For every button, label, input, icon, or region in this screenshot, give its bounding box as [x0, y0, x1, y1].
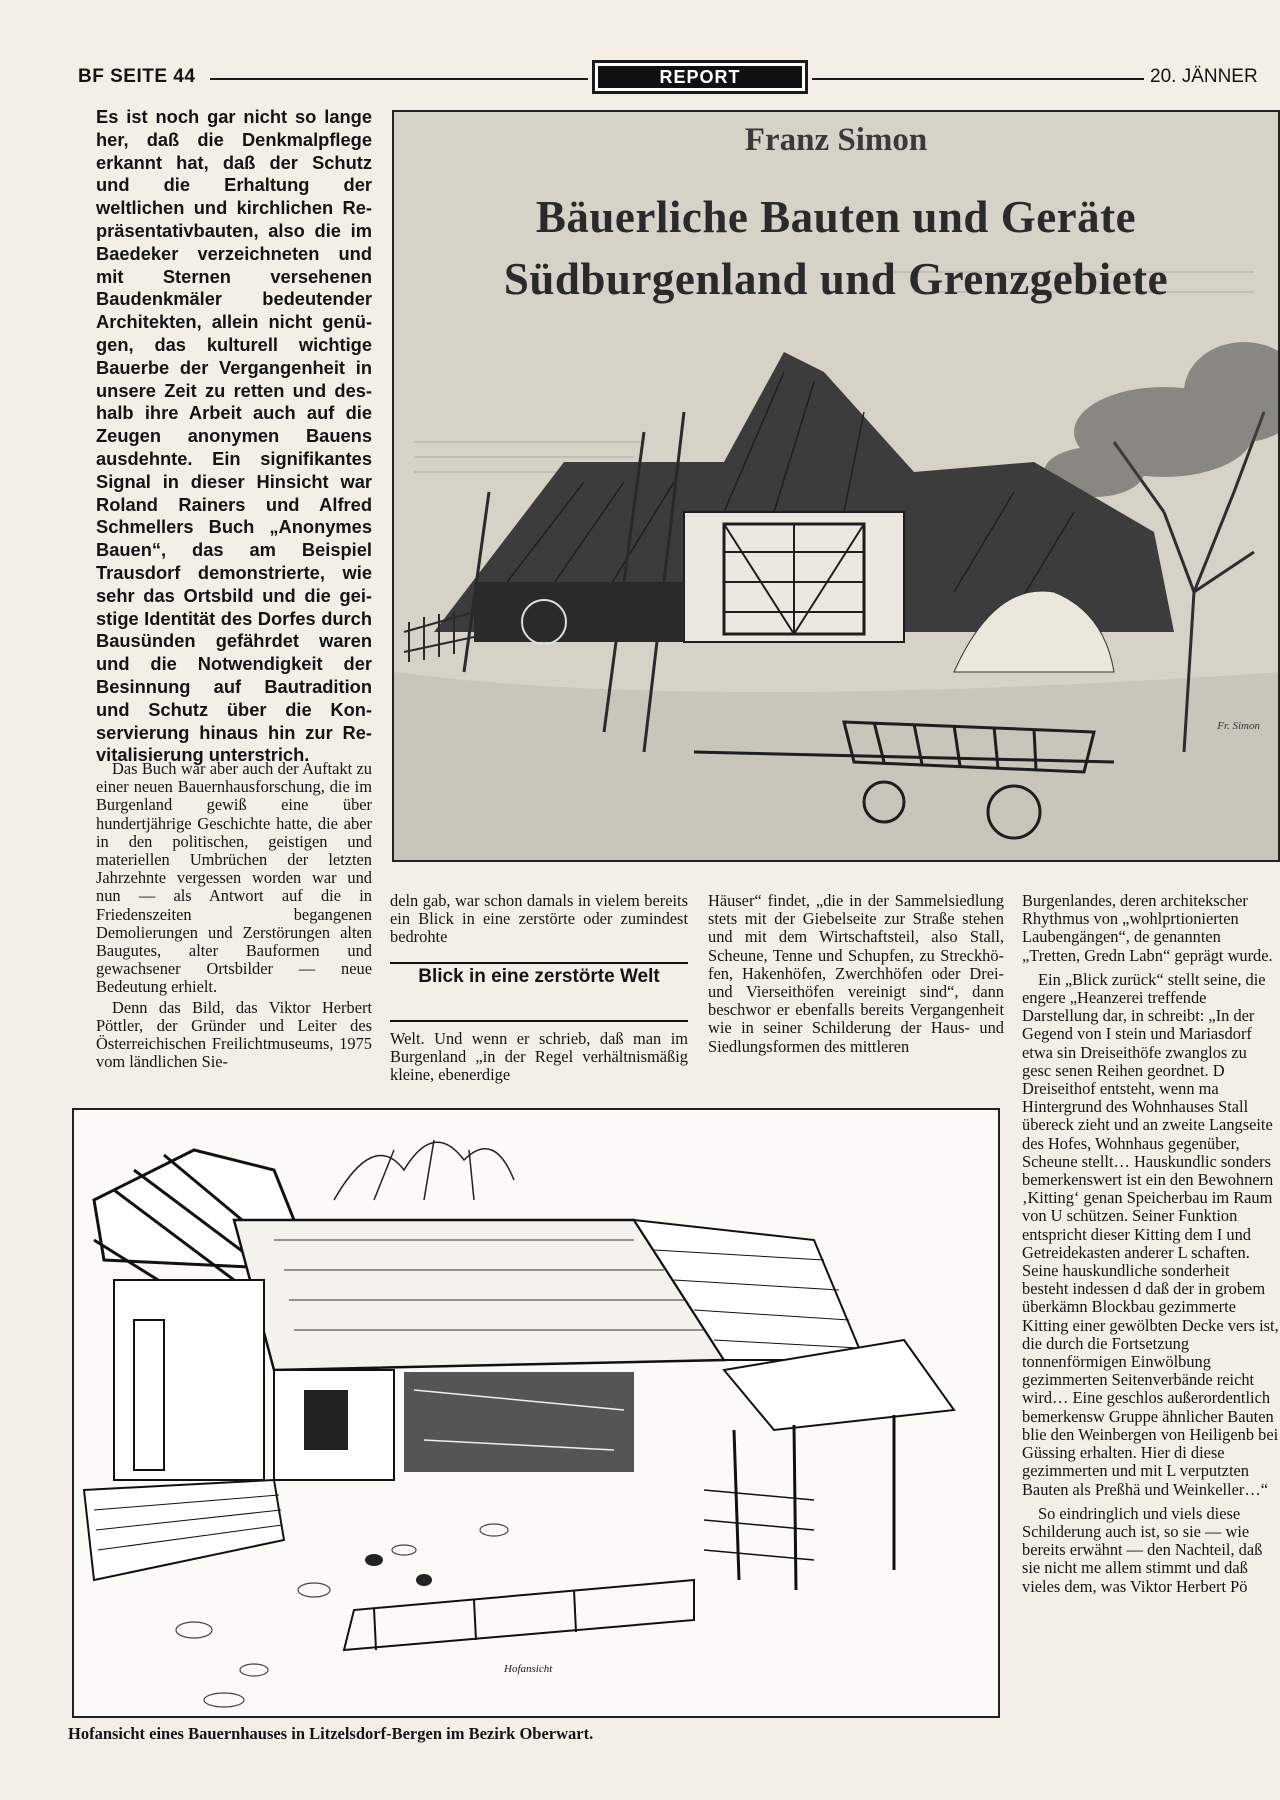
column-4-clip [1022, 892, 1280, 1800]
column-2-top [390, 892, 688, 947]
section-badge [592, 60, 808, 94]
subheading: Blick in eine zerstörte Welt [418, 966, 660, 987]
header-rule-left [210, 78, 588, 80]
column-2-paragraph: deln gab, war schon damals in vielem bereits ein Blick in eine zerstörte oder zumindest bedrohte [390, 891, 688, 947]
header-rule-right [812, 78, 1144, 80]
column-4 [1022, 892, 1280, 1596]
artist-signature: Fr. Simon [1217, 720, 1260, 732]
title-line: Bäuerliche Bauten und Geräte [535, 192, 1137, 242]
column-2-bottom [390, 1030, 688, 1085]
title-line: Südburgenland und Grenzgebiete [503, 254, 1169, 304]
issue-date: 20. JÄNNER [1150, 66, 1258, 87]
bottom-illustration [72, 1108, 1000, 1718]
top-illustration [392, 110, 1280, 862]
column-4-paragraph: Burgenlandes, deren architekscher Rhythmus von „wohlprtionierten Laubengängen“, de genannten „Tretten, Gredn Labn“ geprägt wurde. [1022, 892, 1273, 965]
author-name: Franz Simon [744, 122, 928, 158]
drawing-label: Hofansicht [504, 1663, 553, 1675]
heading-rule-top [390, 962, 688, 964]
heading-rule-bottom [390, 1020, 688, 1022]
column-1 [96, 760, 372, 1071]
column-4-paragraph: Ein „Blick zurück“ stellt seine, die engere „Heanzerei treffende Darstellung dar, in schreibt: „In der Gegend von I stein und Mariasdorf etwa sin Dreiseithöfe zwanglos zu gesc senen Reihen geordnet. D Dreiseithof entsteht, wenn ma Hintergrund des Wohnhauses Stall übereck zieht und an zweite Langseite des Hofes, Wohnhaus gegenüber, Scheune stellt… Hauskundlic sonders bemerkenswert ist ein den Bewohnern ‚Kitting‘ genan Speicherbau im Raum von U schützen. Seiner Funktion entspricht dieser Kitting dem I und Getreidekasten anderer L schaften. Seine hauskundliche sonderheit besteht indessen d daß der in grobem überkämn Blockbau gezimmerte Kitting einer gewölbten Decke vers ist, die durch die Fortsetzung tonnenförmigen Einwölbung gezimmerten Seitenverbände reicht wird… Eine geschlos außerordentlich bemerkensw Gruppe ähnlicher Bauten blie den Weinbergen von Heiligenb bei Güssing erhalten. Hier di diese gezimmerten und mit L verputzten Bauten als Preßhä und Weinkeller…“ [1022, 969, 1279, 1499]
farmyard-drawing [74, 1110, 1000, 1718]
illustration-title [394, 186, 1278, 310]
figure-caption: Hofansicht eines Bauernhauses in Litzelsdorf-Bergen im Bezirk Oberwart. [68, 1724, 594, 1743]
column-2-paragraph: Welt. Und wenn er schrieb, daß man im Burgenland „in der Regel verhältnismäßig kleine, ebenerdige [390, 1029, 688, 1085]
page-number: BF SEITE 44 [78, 66, 196, 87]
column-3-paragraph: Häuser“ findet, „die in der Sammelsiedlung stets mit der Giebelseite zur Straße stehen und mit dem Wirtschaftsteil, also Stall, Scheune, Tenne und Schupfen, zu Streckhöfen, Hakenhöfen, Zwerchhöfen oder Drei- und Vierseithöfen vereinigt sind“, dann beschwor er ebenfalls bereits Vergangenheit wie in seiner Schilderung der Haus- und Siedlungsformen des mittleren [708, 891, 1004, 1056]
column-4-paragraph: So eindringlich und viels diese Schilderung auch ist, so sie — wie bereits erwähnt — den Nachteil, daß sie nicht me allem stimmt und daß vieles dem, was Viktor Herbert Pö [1022, 1503, 1263, 1596]
lead-paragraph: Es ist noch gar nicht so lange her, daß die Denkmalpflege erkannt hat, daß der Schutz und die Erhaltung der weltlichen und kirchlichen Repräsentativbauten, also die im Baedeker verzeichneten und mit Sternen versehenen Baudenkmäler bedeutender Architekten, allein nicht genügen, das kulturell wichtige Bauerbe der Vergangenheit in unsere Zeit zu retten und deshalb ihre Arbeit auch auf die Zeugen anonymen Bauens ausdehnte. Ein signifikantes Signal in dieser Hinsicht war Roland Rainers und Alfred Schmellers Buch „Anonymes Bauen“, das am Beispiel Trausdorf demonstrierte, wie sehr das Ortsbild und die geistige Identität des Dorfes durch Bausünden gefährdet waren und die Notwendigkeit der Besinnung auf Bautradition und Schutz über die Konservierung hinaus hin zur Revitalisierung unterstrich. [96, 106, 372, 766]
section-label: REPORT [598, 66, 802, 88]
column-3 [708, 892, 1004, 1056]
column-1-paragraph: Das Buch war aber auch der Auftakt zu einer neuen Bauernhausforschung, die im Burgenland gewiß eine über hundertjährige Geschichte hatte, die aber in den politischen, geistigen und materiellen Umbrüchen der letzten Jahrzehnte vergessen worden war und nun — als Antwort auf die in Friedenszeiten begangenen Demolierungen und Zerstörungen alten Baugutes, alter Bauformen und gewachsener Ortsbilder — neue Bedeutung erhielt. [96, 759, 372, 997]
column-1-paragraph: Denn das Bild, das Viktor Herbert Pöttler, der Gründer und Leiter des Österreichischen Freilichtmuseums, 1975 vom ländlichen Sie- [96, 997, 372, 1072]
